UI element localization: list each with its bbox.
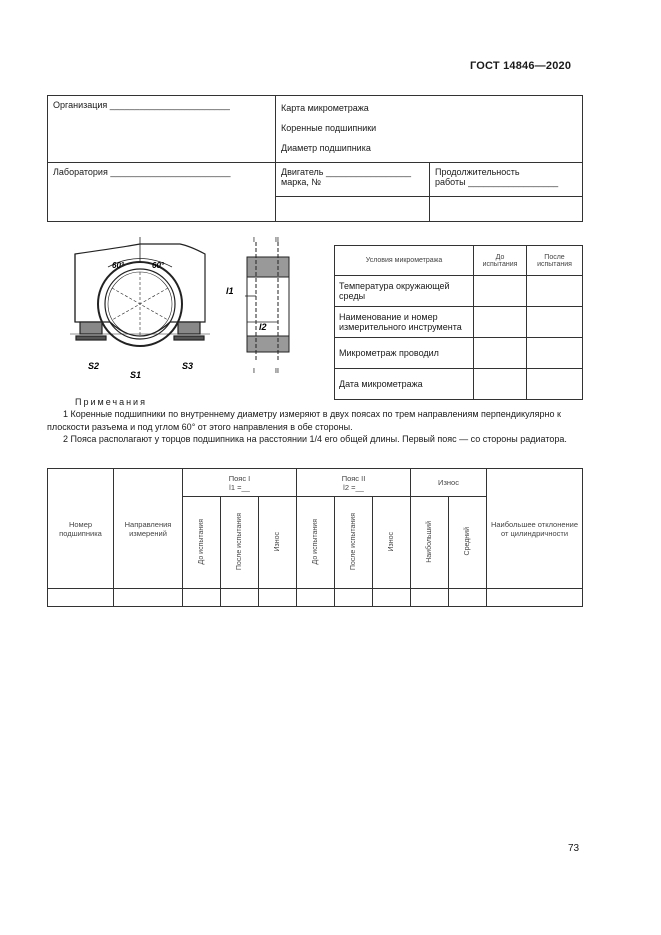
duration-label: Продолжительность xyxy=(435,167,520,177)
belt-1-header xyxy=(183,469,297,497)
conditions-header: Условия микрометража xyxy=(335,246,474,276)
engine-cell xyxy=(276,163,430,197)
data-cell xyxy=(259,589,297,607)
after-test-header: После испытания xyxy=(527,246,583,276)
col-direction: Направления измерений xyxy=(114,469,183,589)
condition-temperature: Температура окружающей среды xyxy=(335,276,474,307)
notes-block xyxy=(47,396,583,446)
condition-date: Дата микрометража xyxy=(335,369,474,400)
data-cell xyxy=(335,589,373,607)
cond-cell xyxy=(474,338,527,369)
belt-2-wear-label: Износ xyxy=(388,531,395,552)
belt-1-title: Пояс I xyxy=(228,473,251,483)
data-cell xyxy=(373,589,411,607)
cond-cell xyxy=(527,307,583,338)
belt-ii-bottom-label: II xyxy=(275,368,279,375)
laboratory-field: Лаборатория ________________________ xyxy=(53,167,231,177)
l1-label: l1 xyxy=(226,286,234,296)
condition-instrument: Наименование и номер измерительного инструмента xyxy=(335,307,474,338)
belt-1-wear-label: Износ xyxy=(274,531,281,552)
wear-average xyxy=(449,497,487,589)
belt-2-header xyxy=(297,469,411,497)
wear-greatest-label: Наибольший xyxy=(426,520,433,563)
belt-2-title: Пояс II xyxy=(341,473,366,483)
engine-model-label: марка, № xyxy=(281,177,321,187)
data-cell xyxy=(48,589,114,607)
wear-average-label: Средний xyxy=(464,527,471,556)
belt-1-after xyxy=(221,497,259,589)
cond-cell xyxy=(474,307,527,338)
condition-operator: Микрометраж проводил xyxy=(335,338,474,369)
col-max-deviation: Наибольшее отклонение от цилиндричности xyxy=(487,469,583,589)
note-2: 2 Пояса располагают у торцов подшипника на расстоянии 1/4 его общей длины. Первый пояс — со стороны радиатора. xyxy=(63,434,567,445)
organization-cell xyxy=(48,96,276,163)
duration-cell xyxy=(430,163,583,197)
engine-field: Двигатель _________________ xyxy=(281,167,412,177)
before-test-header: До испытания xyxy=(474,246,527,276)
header-form-table xyxy=(47,95,583,222)
belt-1-wear xyxy=(259,497,297,589)
duration-value-cell xyxy=(430,196,583,221)
belt-2-before xyxy=(297,497,335,589)
belt-1-before xyxy=(183,497,221,589)
col-bearing-number: Номер подшипника xyxy=(48,469,114,589)
belt-1-length: l1 =__ xyxy=(229,482,250,492)
s2-label: S2 xyxy=(88,361,100,371)
belt-2-before-label: До испытания xyxy=(312,518,319,565)
data-cell xyxy=(449,589,487,607)
card-info-cell xyxy=(276,96,583,163)
belt-1-after-label: После испытания xyxy=(236,512,243,571)
data-cell xyxy=(411,589,449,607)
s3-label: S3 xyxy=(182,361,194,371)
cond-cell xyxy=(527,338,583,369)
duration-field: работы __________________ xyxy=(435,177,559,187)
data-cell xyxy=(297,589,335,607)
bearing-type: Коренные подшипники xyxy=(281,123,377,133)
standard-id: ГОСТ 14846—2020 xyxy=(470,60,572,72)
belt-i-top-label: I xyxy=(253,237,255,244)
belt-1-before-label: До испытания xyxy=(198,518,205,565)
angle-left-label: 60° xyxy=(112,261,125,270)
notes-title: Примечания xyxy=(75,397,147,407)
belt-2-wear xyxy=(373,497,411,589)
l2-label: l2 xyxy=(259,322,267,332)
measurement-table xyxy=(47,468,583,607)
data-cell xyxy=(114,589,183,607)
parameter: Диаметр подшипника xyxy=(281,143,371,153)
note-1: 1 Коренные подшипники по внутреннему диаметру измеряют в двух поясах по трем направлениям перпендикулярно к плоскости разъема и под углом 60° от этого направления в обе стороны. xyxy=(47,409,561,432)
data-cell xyxy=(221,589,259,607)
cond-cell xyxy=(527,276,583,307)
data-cell xyxy=(183,589,221,607)
belt-2-after xyxy=(335,497,373,589)
page-number: 73 xyxy=(568,843,580,854)
cond-cell xyxy=(474,369,527,400)
s1-label: S1 xyxy=(130,370,142,380)
wear-header: Износ xyxy=(411,469,487,497)
belt-i-bottom-label: I xyxy=(253,368,255,375)
belt-2-after-label: После испытания xyxy=(350,512,357,571)
cond-cell xyxy=(527,369,583,400)
cond-cell xyxy=(474,276,527,307)
wear-greatest xyxy=(411,497,449,589)
belt-ii-top-label: II xyxy=(275,237,279,244)
bearing-drawing xyxy=(70,232,305,382)
belt-2-length: l2 =__ xyxy=(343,482,364,492)
card-title: Карта микрометража xyxy=(281,103,369,113)
data-cell xyxy=(487,589,583,607)
engine-value-cell xyxy=(276,196,430,221)
angle-right-label: 60° xyxy=(152,261,165,270)
conditions-table xyxy=(334,245,583,400)
laboratory-cell xyxy=(48,163,276,222)
organization-field: Организация ________________________ xyxy=(53,100,230,110)
